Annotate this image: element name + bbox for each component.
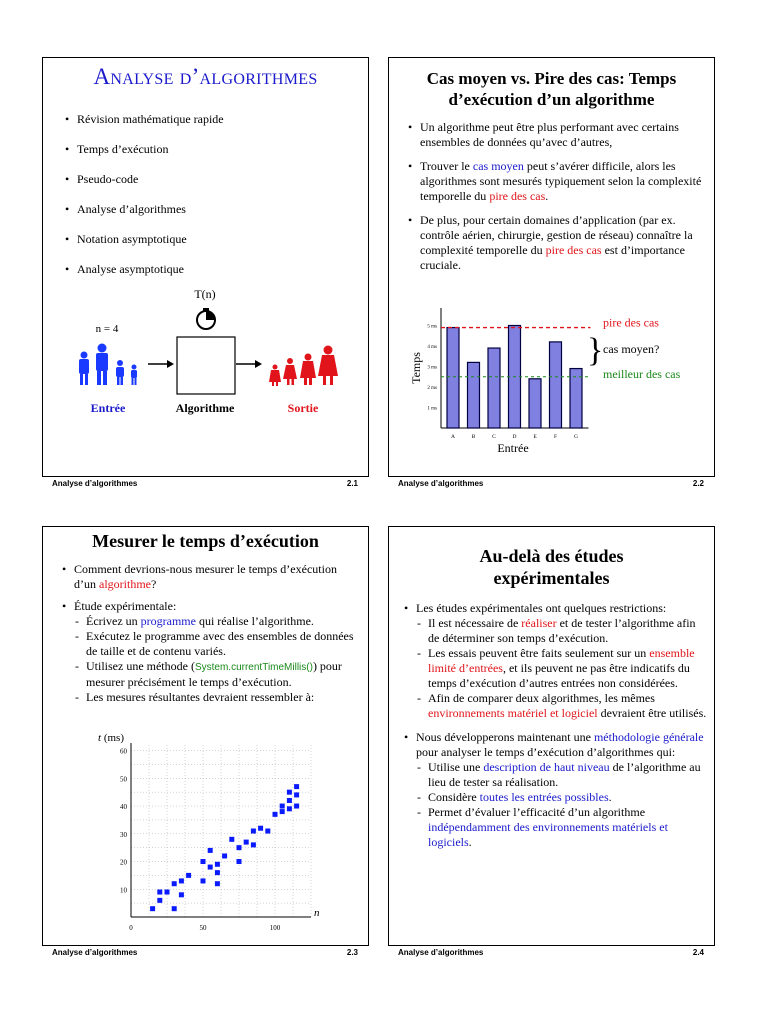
list-item: - Les mesures résultantes devraient ressembler à: [74,690,360,705]
slide-footer [398,479,704,488]
slide-number: 2.4 [692,948,704,957]
y-tick-label: 40 [120,803,127,812]
x-tick-label: B [471,434,476,440]
bullet-list [402,601,707,850]
list-item: • Étude expérimentale: - Écrivez un programme qui réalise l’algorithme. - Exécutez le programme avec des ensembles de données de taille et de contenu variés. - Utilisez une méthode (System.currentTimeMillis()) pour mesurer précisément le temps d’exécution. - Les mesures résultantes devraient ressembler à: [60,599,360,705]
slide-title: Mesurer le temps d’exécution [92,531,319,551]
bar [488,348,500,428]
slide-3 [42,526,369,946]
list-item: - Considère toutes les entrées possibles. [416,790,707,805]
slide-footer [52,479,358,488]
data-point [237,859,242,864]
data-point [280,809,285,814]
slide-2 [388,57,715,477]
data-point [229,837,234,842]
x-tick-label: 0 [129,924,133,932]
list-item: • Temps d’exécution [63,142,353,157]
x-tick-label: E [533,434,537,440]
footer-label: Analyse d’algorithmes [52,479,138,488]
x-tick-label: 100 [269,924,281,932]
data-point [244,840,249,845]
data-point [294,792,299,797]
data-point [237,845,242,850]
x-tick-label: D [512,434,517,440]
list-item: - Écrivez un programme qui réalise l’algorithme. [74,614,360,629]
data-point [294,784,299,789]
y-axis-label: Temps [409,352,423,384]
x-tick-label: G [574,434,578,440]
data-point [273,812,278,817]
x-tick-label: F [553,434,558,440]
list-item: • Analyse asymptotique [63,262,353,277]
y-tick-label: 50 [120,775,127,784]
n-label: n = 4 [95,323,119,335]
bar [529,379,541,428]
scatter-chart [43,725,368,945]
x-tick-label: 50 [199,924,207,932]
data-point [258,826,263,831]
y-tick-label: 20 [120,858,127,867]
list-item: - Utilisez une méthode (System.currentTimeMillis()) pour mesurer précisément le temps d’exécution. [74,659,360,690]
y-axis-label: t (ms) [98,732,124,744]
list-item: • Analyse d’algorithmes [63,202,353,217]
data-point [280,804,285,809]
list-item: - Utilise une description de haut niveau de l’algorithme au lieu de tester sa réalisation. [416,760,707,790]
data-point [215,862,220,867]
list-item: • Les études expérimentales ont quelques restrictions: - Il est nécessaire de réaliser et de tester l’algorithme afin de déterminer son temps d’exécution. - Les essais peuvent être faits seulement sur un ensemble limité d’entrées, et ils peuvent ne pas être indicatifs du temps d’exécution d’autres entrées non considérées. - Afin de comparer deux algorithmes, les mêmes environnements matériel et logiciel devraient être utilisés. [402,601,707,721]
footer-label: Analyse d’algorithmes [398,479,484,488]
list-item: • De plus, pour certain domaines d’application (par ex. contrôle aérien, chirurgie, gestion de réseau) connaître la complexité temporelle du pire des cas est d’importance cruciale. [406,213,706,273]
list-item: • Nous développerons maintenant une méthodologie générale pour analyser le temps d’exécution d’algorithmes qui: - Utilise une description de haut niveau de l’algorithme au lieu de tester sa réalisation. - Considère toutes les entrées possibles. - Permet d’évaluer l’efficacité d’un algorithme indépendamment des environnements matériels et logiciels. [402,730,707,850]
slide-4 [388,526,715,946]
input-figures [79,344,137,386]
algorithm-box [177,337,235,394]
data-point [208,865,213,870]
algorithme-label: Algorithme [175,401,235,415]
arrow-icon [236,360,262,368]
topic-list [63,112,353,277]
slide-number: 2.3 [346,948,358,957]
list-item: • Pseudo-code [63,172,353,187]
list-item: • Un algorithme peut être plus performant avec certains ensembles de données qu’avec d’autres, [406,120,706,150]
x-tick-label: C [492,434,496,440]
bar [570,369,582,428]
average-case-label: cas moyen? [603,342,660,356]
data-point [208,848,213,853]
data-point [172,906,177,911]
slide-title: Analyse d’algorithmes [93,64,318,89]
y-tick-label: 60 [120,747,127,756]
arrow-icon [148,360,174,368]
footer-label: Analyse d’algorithmes [52,948,138,957]
stopwatch-icon [197,308,215,329]
bar [550,342,562,428]
data-point [287,790,292,795]
data-point [150,906,155,911]
data-point [186,873,191,878]
bullet-list [60,562,360,705]
bullet-list [406,120,706,273]
y-tick-label: 30 [120,830,127,839]
slide-number: 2.1 [346,479,358,488]
data-point [179,892,184,897]
data-point [165,890,170,895]
list-item: • Notation asymptotique [63,232,353,247]
y-tick-label: 4 ms [427,345,437,350]
best-case-label: meilleur des cas [603,366,681,381]
data-point [179,878,184,883]
data-point [157,890,162,895]
algorithm-diagram [43,286,368,426]
slide-footer [52,948,358,957]
slide-title: Au-delà des études expérimentales [479,546,624,588]
list-item: - Afin de comparer deux algorithmes, les mêmes environnements matériel et logiciel devraient être utilisés. [416,691,707,721]
list-item: - Permet d’évaluer l’efficacité d’un algorithme indépendamment des environnements matériels et logiciels. [416,805,707,850]
list-item: • Trouver le cas moyen peut s’avérer difficile, alors les algorithmes sont mesurés typiquement selon la complexité temporelle du pire des cas. [406,159,706,204]
output-figures [269,346,338,387]
y-tick-label: 1 ms [427,406,437,412]
worst-case-label: pire des cas [603,315,659,330]
y-tick-label: 2 ms [427,386,437,391]
tn-label: T(n) [194,287,216,301]
x-tick-label: A [451,434,455,440]
list-item: - Les essais peuvent être faits seulement sur un ensemble limité d’entrées, et ils peuvent ne pas être indicatifs du temps d’exécution d’autres entrées non considérées. [416,646,707,691]
data-point [287,798,292,803]
data-point [287,806,292,811]
data-point [157,898,162,903]
slide-1 [42,57,369,477]
data-point [251,829,256,834]
slide-title: Cas moyen vs. Pire des cas: Temps d’exécution d’un algorithme [426,69,677,109]
data-point [251,842,256,847]
slide-number: 2.2 [692,479,704,488]
y-tick-label: 5 ms [427,324,437,330]
data-point [215,870,220,875]
bar-chart [389,300,714,460]
data-point [201,878,206,883]
list-item: • Comment devrions-nous mesurer le temps d’exécution d’un algorithme? [60,562,360,592]
footer-label: Analyse d’algorithmes [398,948,484,957]
list-item: - Exécutez le programme avec des ensembles de données de taille et de contenu variés. [74,629,360,659]
data-point [222,853,227,858]
x-axis-label: Entrée [497,441,529,455]
y-tick-label: 3 ms [427,365,437,371]
data-point [172,881,177,886]
data-point [201,859,206,864]
sortie-label: Sortie [287,401,319,415]
x-axis-label: n [314,907,320,919]
list-item: • Révision mathématique rapide [63,112,353,127]
data-point [215,881,220,886]
list-item: - Il est nécessaire de réaliser et de tester l’algorithme afin de déterminer son temps d’exécution. [416,616,707,646]
average-case-brace: } [587,332,604,369]
entree-label: Entrée [90,401,126,415]
slide-footer [398,948,704,957]
bar [468,362,480,428]
data-point [265,829,270,834]
data-point [294,804,299,809]
y-tick-label: 10 [120,886,127,895]
bar [447,328,459,428]
